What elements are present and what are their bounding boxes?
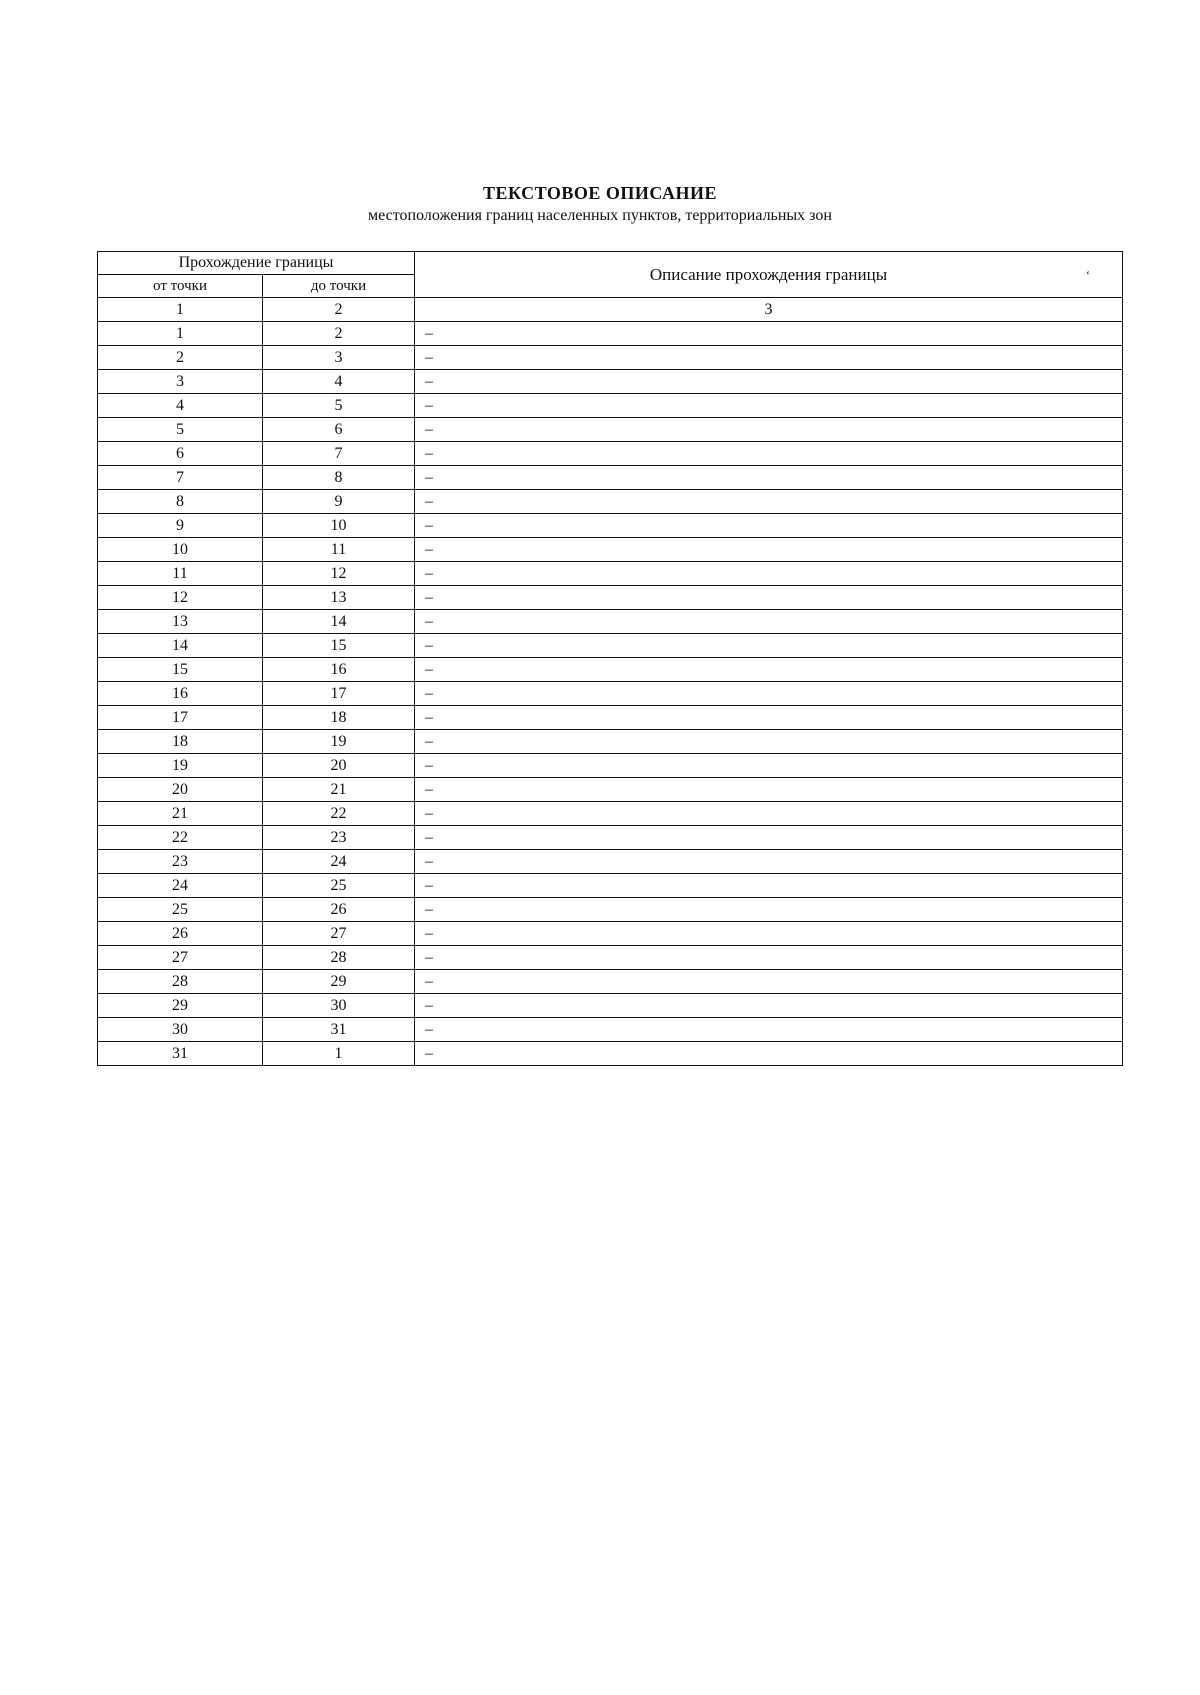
table-row	[98, 994, 1123, 1018]
table-row	[98, 922, 1123, 946]
from-point-cell: 8	[98, 490, 263, 514]
table-row	[98, 370, 1123, 394]
from-point-cell: 25	[98, 898, 263, 922]
from-point-header: от точки	[98, 275, 263, 298]
table-row	[98, 946, 1123, 970]
from-point-cell: 12	[98, 586, 263, 610]
from-point-cell: 6	[98, 442, 263, 466]
table-row	[98, 898, 1123, 922]
description-cell: –	[415, 322, 1123, 346]
description-cell: –	[415, 778, 1123, 802]
to-point-cell: 21	[263, 778, 415, 802]
from-point-cell: 2	[98, 346, 263, 370]
description-header-cell	[415, 252, 1123, 298]
description-cell: –	[415, 730, 1123, 754]
to-point-cell: 27	[263, 922, 415, 946]
document-title: ТЕКСТОВОЕ ОПИСАНИЕ	[482, 183, 717, 203]
to-point-cell: 14	[263, 610, 415, 634]
table-row	[98, 1018, 1123, 1042]
description-cell: –	[415, 898, 1123, 922]
to-point-cell: 30	[263, 994, 415, 1018]
from-point-cell: 23	[98, 850, 263, 874]
from-point-cell: 27	[98, 946, 263, 970]
table-row	[98, 538, 1123, 562]
description-cell: –	[415, 418, 1123, 442]
description-cell: –	[415, 466, 1123, 490]
table-row	[98, 1042, 1123, 1066]
to-point-cell: 8	[263, 466, 415, 490]
column-number-3: 3	[415, 298, 1123, 322]
to-point-cell: 2	[263, 322, 415, 346]
table-row	[98, 874, 1123, 898]
table-row	[98, 514, 1123, 538]
to-point-cell: 3	[263, 346, 415, 370]
from-point-cell: 7	[98, 466, 263, 490]
from-point-cell: 5	[98, 418, 263, 442]
from-point-cell: 14	[98, 634, 263, 658]
to-point-cell: 15	[263, 634, 415, 658]
from-point-cell: 31	[98, 1042, 263, 1066]
description-cell: –	[415, 346, 1123, 370]
to-point-cell: 18	[263, 706, 415, 730]
to-point-cell: 26	[263, 898, 415, 922]
to-point-cell: 28	[263, 946, 415, 970]
table-row	[98, 730, 1123, 754]
group-header-cell: Прохождение границы	[98, 252, 415, 275]
boundary-table	[97, 251, 1123, 1066]
from-point-cell: 28	[98, 970, 263, 994]
description-cell: –	[415, 1018, 1123, 1042]
description-cell: –	[415, 586, 1123, 610]
description-cell: –	[415, 634, 1123, 658]
to-point-cell: 17	[263, 682, 415, 706]
from-point-cell: 22	[98, 826, 263, 850]
from-point-cell: 4	[98, 394, 263, 418]
description-cell: –	[415, 394, 1123, 418]
to-point-cell: 1	[263, 1042, 415, 1066]
table-row	[98, 778, 1123, 802]
to-point-cell: 16	[263, 658, 415, 682]
description-cell: –	[415, 658, 1123, 682]
description-cell: –	[415, 682, 1123, 706]
to-point-cell: 7	[263, 442, 415, 466]
table-row	[98, 490, 1123, 514]
description-header-label: Описание прохождения границы	[649, 264, 888, 284]
table-row	[98, 682, 1123, 706]
from-point-cell: 30	[98, 1018, 263, 1042]
table-header-row	[98, 252, 1123, 275]
description-cell: –	[415, 706, 1123, 730]
table-row	[98, 610, 1123, 634]
description-cell: –	[415, 802, 1123, 826]
to-point-header: до точки	[263, 275, 415, 298]
table-row	[98, 850, 1123, 874]
to-point-cell: 4	[263, 370, 415, 394]
description-cell: –	[415, 538, 1123, 562]
from-point-cell: 13	[98, 610, 263, 634]
to-point-cell: 19	[263, 730, 415, 754]
table-row	[98, 706, 1123, 730]
to-point-cell: 5	[263, 394, 415, 418]
description-cell: –	[415, 1042, 1123, 1066]
description-cell: –	[415, 970, 1123, 994]
to-point-cell: 29	[263, 970, 415, 994]
from-point-cell: 26	[98, 922, 263, 946]
description-cell: –	[415, 754, 1123, 778]
description-cell: –	[415, 922, 1123, 946]
from-point-cell: 3	[98, 370, 263, 394]
description-cell: –	[415, 370, 1123, 394]
header-mark: ‘	[1086, 268, 1090, 282]
to-point-cell: 20	[263, 754, 415, 778]
description-cell: –	[415, 850, 1123, 874]
to-point-cell: 6	[263, 418, 415, 442]
table-row	[98, 346, 1123, 370]
from-point-cell: 9	[98, 514, 263, 538]
from-point-cell: 16	[98, 682, 263, 706]
from-point-cell: 1	[98, 322, 263, 346]
to-point-cell: 31	[263, 1018, 415, 1042]
table-row	[98, 658, 1123, 682]
table-row	[98, 466, 1123, 490]
table-row	[98, 586, 1123, 610]
to-point-cell: 22	[263, 802, 415, 826]
table-row	[98, 802, 1123, 826]
from-point-cell: 29	[98, 994, 263, 1018]
column-number-2: 2	[263, 298, 415, 322]
table-row	[98, 754, 1123, 778]
from-point-cell: 18	[98, 730, 263, 754]
to-point-cell: 24	[263, 850, 415, 874]
table-row	[98, 322, 1123, 346]
description-cell: –	[415, 442, 1123, 466]
description-cell: –	[415, 994, 1123, 1018]
table-row	[98, 562, 1123, 586]
column-number-1: 1	[98, 298, 263, 322]
to-point-cell: 25	[263, 874, 415, 898]
from-point-cell: 19	[98, 754, 263, 778]
from-point-cell: 21	[98, 802, 263, 826]
table-row	[98, 634, 1123, 658]
description-cell: –	[415, 946, 1123, 970]
description-cell: –	[415, 874, 1123, 898]
to-point-cell: 23	[263, 826, 415, 850]
from-point-cell: 10	[98, 538, 263, 562]
table-row	[98, 826, 1123, 850]
to-point-cell: 12	[263, 562, 415, 586]
description-cell: –	[415, 562, 1123, 586]
from-point-cell: 11	[98, 562, 263, 586]
to-point-cell: 10	[263, 514, 415, 538]
description-cell: –	[415, 610, 1123, 634]
table-row	[98, 418, 1123, 442]
table-row	[98, 394, 1123, 418]
to-point-cell: 11	[263, 538, 415, 562]
from-point-cell: 15	[98, 658, 263, 682]
description-cell: –	[415, 490, 1123, 514]
to-point-cell: 13	[263, 586, 415, 610]
to-point-cell: 9	[263, 490, 415, 514]
document-subtitle: местоположения границ населенных пунктов, территориальных зон	[368, 207, 832, 224]
from-point-cell: 20	[98, 778, 263, 802]
table-row	[98, 970, 1123, 994]
description-cell: –	[415, 826, 1123, 850]
from-point-cell: 17	[98, 706, 263, 730]
table-row	[98, 442, 1123, 466]
description-cell: –	[415, 514, 1123, 538]
from-point-cell: 24	[98, 874, 263, 898]
column-number-row	[98, 298, 1123, 322]
